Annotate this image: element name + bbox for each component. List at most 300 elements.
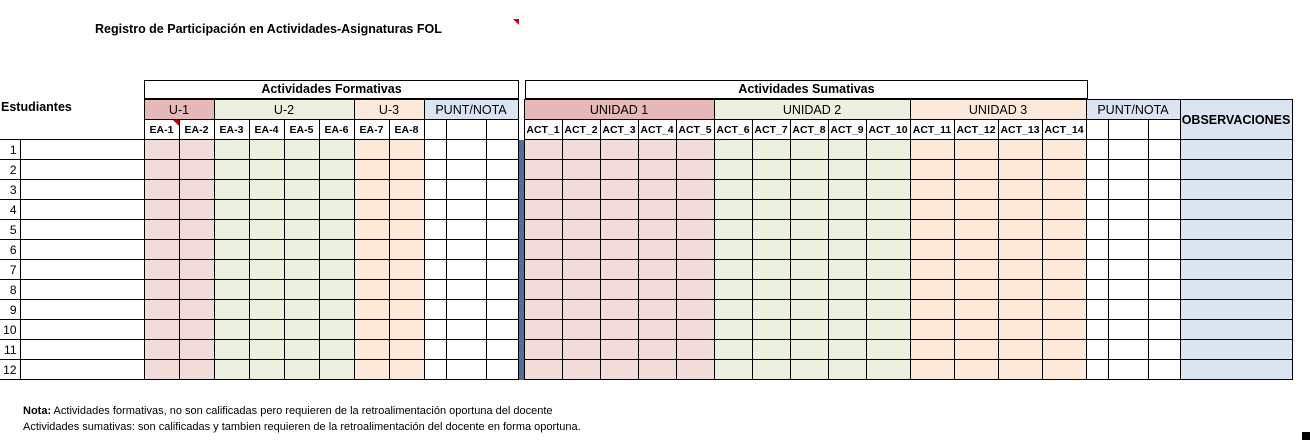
grade-cell[interactable] xyxy=(866,180,910,200)
grade-cell[interactable] xyxy=(179,160,214,180)
grade-cell[interactable] xyxy=(144,200,179,220)
grade-cell[interactable] xyxy=(389,200,424,220)
grade-cell[interactable] xyxy=(828,180,866,200)
grade-cell[interactable] xyxy=(954,180,998,200)
grade-cell[interactable] xyxy=(828,360,866,380)
student-name-cell[interactable] xyxy=(20,140,144,160)
observation-cell[interactable] xyxy=(1180,180,1292,200)
grade-cell[interactable] xyxy=(144,320,179,340)
observation-cell[interactable] xyxy=(1180,320,1292,340)
grade-cell[interactable] xyxy=(424,160,446,180)
grade-cell[interactable] xyxy=(1148,200,1180,220)
grade-cell[interactable] xyxy=(562,320,600,340)
grade-cell[interactable] xyxy=(910,160,954,180)
grade-cell[interactable] xyxy=(790,240,828,260)
grade-cell[interactable] xyxy=(600,320,638,340)
student-name-cell[interactable] xyxy=(20,220,144,240)
grade-cell[interactable] xyxy=(486,240,518,260)
grade-cell[interactable] xyxy=(828,320,866,340)
grade-cell[interactable] xyxy=(214,360,249,380)
grade-cell[interactable] xyxy=(486,360,518,380)
grade-cell[interactable] xyxy=(1148,220,1180,240)
grade-cell[interactable] xyxy=(486,340,518,360)
grade-cell[interactable] xyxy=(1042,240,1086,260)
grade-cell[interactable] xyxy=(1108,340,1148,360)
grade-cell[interactable] xyxy=(249,320,284,340)
grade-cell[interactable] xyxy=(284,320,319,340)
grade-cell[interactable] xyxy=(638,360,676,380)
grade-cell[interactable] xyxy=(954,200,998,220)
grade-cell[interactable] xyxy=(1108,220,1148,240)
grade-cell[interactable] xyxy=(214,200,249,220)
grade-cell[interactable] xyxy=(249,240,284,260)
grade-cell[interactable] xyxy=(486,300,518,320)
grade-cell[interactable] xyxy=(1086,240,1108,260)
grade-cell[interactable] xyxy=(446,340,486,360)
grade-cell[interactable] xyxy=(319,200,354,220)
grade-cell[interactable] xyxy=(179,240,214,260)
grade-cell[interactable] xyxy=(998,280,1042,300)
student-name-cell[interactable] xyxy=(20,340,144,360)
grade-cell[interactable] xyxy=(714,220,752,240)
grade-cell[interactable] xyxy=(424,140,446,160)
grade-cell[interactable] xyxy=(866,280,910,300)
grade-cell[interactable] xyxy=(389,320,424,340)
grade-cell[interactable] xyxy=(790,140,828,160)
grade-cell[interactable] xyxy=(790,360,828,380)
grade-cell[interactable] xyxy=(714,340,752,360)
grade-cell[interactable] xyxy=(389,220,424,240)
grade-cell[interactable] xyxy=(866,340,910,360)
grade-cell[interactable] xyxy=(866,220,910,240)
grade-cell[interactable] xyxy=(714,140,752,160)
grade-cell[interactable] xyxy=(1148,260,1180,280)
grade-cell[interactable] xyxy=(1108,360,1148,380)
grade-cell[interactable] xyxy=(638,260,676,280)
grade-cell[interactable] xyxy=(752,320,790,340)
grade-cell[interactable] xyxy=(714,300,752,320)
grade-cell[interactable] xyxy=(714,260,752,280)
grade-cell[interactable] xyxy=(214,340,249,360)
grade-cell[interactable] xyxy=(389,300,424,320)
grade-cell[interactable] xyxy=(828,300,866,320)
grade-cell[interactable] xyxy=(424,180,446,200)
grade-cell[interactable] xyxy=(249,260,284,280)
grade-cell[interactable] xyxy=(486,260,518,280)
grade-cell[interactable] xyxy=(954,360,998,380)
grade-cell[interactable] xyxy=(1086,160,1108,180)
grade-cell[interactable] xyxy=(1086,340,1108,360)
observation-cell[interactable] xyxy=(1180,240,1292,260)
grade-cell[interactable] xyxy=(790,320,828,340)
grade-cell[interactable] xyxy=(354,300,389,320)
grade-cell[interactable] xyxy=(562,300,600,320)
grade-cell[interactable] xyxy=(714,360,752,380)
grade-cell[interactable] xyxy=(319,140,354,160)
grade-cell[interactable] xyxy=(1108,260,1148,280)
grade-cell[interactable] xyxy=(446,360,486,380)
grade-cell[interactable] xyxy=(910,320,954,340)
grade-cell[interactable] xyxy=(446,140,486,160)
observation-cell[interactable] xyxy=(1180,280,1292,300)
grade-cell[interactable] xyxy=(1148,340,1180,360)
grade-cell[interactable] xyxy=(1148,180,1180,200)
grade-cell[interactable] xyxy=(389,260,424,280)
grade-cell[interactable] xyxy=(354,200,389,220)
grade-cell[interactable] xyxy=(284,160,319,180)
grade-cell[interactable] xyxy=(562,360,600,380)
grade-cell[interactable] xyxy=(1042,260,1086,280)
grade-cell[interactable] xyxy=(249,280,284,300)
grade-cell[interactable] xyxy=(486,280,518,300)
grade-cell[interactable] xyxy=(1148,160,1180,180)
grade-cell[interactable] xyxy=(1086,200,1108,220)
grade-cell[interactable] xyxy=(714,240,752,260)
grade-cell[interactable] xyxy=(790,260,828,280)
grade-cell[interactable] xyxy=(1086,260,1108,280)
grade-cell[interactable] xyxy=(866,300,910,320)
grade-cell[interactable] xyxy=(828,280,866,300)
grade-cell[interactable] xyxy=(424,240,446,260)
grade-cell[interactable] xyxy=(249,200,284,220)
grade-cell[interactable] xyxy=(790,280,828,300)
grade-cell[interactable] xyxy=(910,220,954,240)
grade-cell[interactable] xyxy=(389,140,424,160)
grade-cell[interactable] xyxy=(600,140,638,160)
grade-cell[interactable] xyxy=(214,160,249,180)
grade-cell[interactable] xyxy=(954,320,998,340)
grade-cell[interactable] xyxy=(319,360,354,380)
grade-cell[interactable] xyxy=(998,320,1042,340)
grade-cell[interactable] xyxy=(424,360,446,380)
grade-cell[interactable] xyxy=(446,260,486,280)
grade-cell[interactable] xyxy=(179,140,214,160)
grade-cell[interactable] xyxy=(144,240,179,260)
grade-cell[interactable] xyxy=(319,160,354,180)
grade-cell[interactable] xyxy=(524,220,562,240)
grade-cell[interactable] xyxy=(562,280,600,300)
grade-cell[interactable] xyxy=(1148,360,1180,380)
grade-cell[interactable] xyxy=(284,300,319,320)
grade-cell[interactable] xyxy=(424,320,446,340)
grade-cell[interactable] xyxy=(486,200,518,220)
grade-cell[interactable] xyxy=(676,240,714,260)
grade-cell[interactable] xyxy=(389,160,424,180)
grade-cell[interactable] xyxy=(828,240,866,260)
grade-cell[interactable] xyxy=(600,180,638,200)
grade-cell[interactable] xyxy=(638,280,676,300)
grade-cell[interactable] xyxy=(179,360,214,380)
grade-cell[interactable] xyxy=(446,240,486,260)
grade-cell[interactable] xyxy=(676,360,714,380)
grade-cell[interactable] xyxy=(1042,360,1086,380)
grade-cell[interactable] xyxy=(676,200,714,220)
grade-cell[interactable] xyxy=(714,200,752,220)
grade-cell[interactable] xyxy=(446,180,486,200)
grade-cell[interactable] xyxy=(1086,360,1108,380)
grade-cell[interactable] xyxy=(424,260,446,280)
grade-cell[interactable] xyxy=(1108,240,1148,260)
grade-cell[interactable] xyxy=(1086,300,1108,320)
grade-cell[interactable] xyxy=(562,200,600,220)
grade-cell[interactable] xyxy=(638,320,676,340)
grade-cell[interactable] xyxy=(562,240,600,260)
grade-cell[interactable] xyxy=(354,360,389,380)
grade-cell[interactable] xyxy=(446,160,486,180)
grade-cell[interactable] xyxy=(1108,160,1148,180)
grade-cell[interactable] xyxy=(866,160,910,180)
student-name-cell[interactable] xyxy=(20,360,144,380)
grade-cell[interactable] xyxy=(446,300,486,320)
grade-cell[interactable] xyxy=(998,340,1042,360)
grade-cell[interactable] xyxy=(866,360,910,380)
grade-cell[interactable] xyxy=(638,220,676,240)
grade-cell[interactable] xyxy=(354,320,389,340)
grade-cell[interactable] xyxy=(600,340,638,360)
grade-cell[interactable] xyxy=(790,340,828,360)
grade-cell[interactable] xyxy=(249,140,284,160)
grade-cell[interactable] xyxy=(249,360,284,380)
grade-cell[interactable] xyxy=(1042,300,1086,320)
grade-cell[interactable] xyxy=(1108,300,1148,320)
grade-cell[interactable] xyxy=(998,160,1042,180)
grade-cell[interactable] xyxy=(954,340,998,360)
grade-cell[interactable] xyxy=(354,340,389,360)
grade-cell[interactable] xyxy=(389,360,424,380)
grade-cell[interactable] xyxy=(144,220,179,240)
grade-cell[interactable] xyxy=(998,140,1042,160)
grade-cell[interactable] xyxy=(249,340,284,360)
grade-cell[interactable] xyxy=(354,280,389,300)
grade-cell[interactable] xyxy=(284,260,319,280)
grade-cell[interactable] xyxy=(676,220,714,240)
grade-cell[interactable] xyxy=(638,140,676,160)
grade-cell[interactable] xyxy=(249,220,284,240)
grade-cell[interactable] xyxy=(562,340,600,360)
grade-cell[interactable] xyxy=(714,180,752,200)
grade-cell[interactable] xyxy=(524,360,562,380)
grade-cell[interactable] xyxy=(910,340,954,360)
grade-cell[interactable] xyxy=(524,160,562,180)
grade-cell[interactable] xyxy=(954,240,998,260)
grade-cell[interactable] xyxy=(1086,320,1108,340)
grade-cell[interactable] xyxy=(954,220,998,240)
grade-cell[interactable] xyxy=(284,220,319,240)
grade-cell[interactable] xyxy=(828,220,866,240)
grade-cell[interactable] xyxy=(214,300,249,320)
grade-cell[interactable] xyxy=(676,300,714,320)
grade-cell[interactable] xyxy=(486,160,518,180)
grade-cell[interactable] xyxy=(954,160,998,180)
grade-cell[interactable] xyxy=(284,340,319,360)
grade-cell[interactable] xyxy=(249,180,284,200)
student-name-cell[interactable] xyxy=(20,240,144,260)
grade-cell[interactable] xyxy=(446,320,486,340)
grade-cell[interactable] xyxy=(319,240,354,260)
grade-cell[interactable] xyxy=(752,240,790,260)
grade-cell[interactable] xyxy=(319,300,354,320)
grade-cell[interactable] xyxy=(790,160,828,180)
student-name-cell[interactable] xyxy=(20,320,144,340)
grade-cell[interactable] xyxy=(1086,180,1108,200)
grade-cell[interactable] xyxy=(752,260,790,280)
grade-cell[interactable] xyxy=(954,280,998,300)
grade-cell[interactable] xyxy=(144,180,179,200)
grade-cell[interactable] xyxy=(1042,280,1086,300)
grade-cell[interactable] xyxy=(486,180,518,200)
grade-cell[interactable] xyxy=(1108,200,1148,220)
grade-cell[interactable] xyxy=(524,320,562,340)
grade-cell[interactable] xyxy=(638,180,676,200)
student-name-cell[interactable] xyxy=(20,160,144,180)
grade-cell[interactable] xyxy=(1148,140,1180,160)
grade-cell[interactable] xyxy=(1148,300,1180,320)
grade-cell[interactable] xyxy=(910,260,954,280)
grade-cell[interactable] xyxy=(1086,280,1108,300)
grade-cell[interactable] xyxy=(144,260,179,280)
grade-cell[interactable] xyxy=(676,260,714,280)
grade-cell[interactable] xyxy=(144,280,179,300)
grade-cell[interactable] xyxy=(284,140,319,160)
observation-cell[interactable] xyxy=(1180,300,1292,320)
grade-cell[interactable] xyxy=(1086,220,1108,240)
grade-cell[interactable] xyxy=(910,360,954,380)
grade-cell[interactable] xyxy=(179,320,214,340)
grade-cell[interactable] xyxy=(676,160,714,180)
observation-cell[interactable] xyxy=(1180,220,1292,240)
grade-cell[interactable] xyxy=(910,140,954,160)
grade-cell[interactable] xyxy=(319,180,354,200)
grade-cell[interactable] xyxy=(144,340,179,360)
grade-cell[interactable] xyxy=(424,280,446,300)
grade-cell[interactable] xyxy=(910,280,954,300)
grade-cell[interactable] xyxy=(600,260,638,280)
grade-cell[interactable] xyxy=(354,220,389,240)
grade-cell[interactable] xyxy=(866,140,910,160)
grade-cell[interactable] xyxy=(752,340,790,360)
grade-cell[interactable] xyxy=(524,260,562,280)
grade-cell[interactable] xyxy=(638,300,676,320)
grade-cell[interactable] xyxy=(284,240,319,260)
grade-cell[interactable] xyxy=(424,200,446,220)
grade-cell[interactable] xyxy=(1148,320,1180,340)
grade-cell[interactable] xyxy=(284,280,319,300)
grade-cell[interactable] xyxy=(1042,160,1086,180)
grade-cell[interactable] xyxy=(600,360,638,380)
grade-cell[interactable] xyxy=(249,160,284,180)
grade-cell[interactable] xyxy=(600,300,638,320)
grade-cell[interactable] xyxy=(998,300,1042,320)
grade-cell[interactable] xyxy=(866,320,910,340)
grade-cell[interactable] xyxy=(179,300,214,320)
grade-cell[interactable] xyxy=(600,280,638,300)
student-name-cell[interactable] xyxy=(20,260,144,280)
grade-cell[interactable] xyxy=(486,220,518,240)
grade-cell[interactable] xyxy=(389,240,424,260)
grade-cell[interactable] xyxy=(954,140,998,160)
grade-cell[interactable] xyxy=(998,200,1042,220)
grade-cell[interactable] xyxy=(1108,140,1148,160)
grade-cell[interactable] xyxy=(144,360,179,380)
grade-cell[interactable] xyxy=(866,240,910,260)
grade-cell[interactable] xyxy=(910,300,954,320)
grade-cell[interactable] xyxy=(214,180,249,200)
grade-cell[interactable] xyxy=(752,140,790,160)
grade-cell[interactable] xyxy=(676,280,714,300)
grade-cell[interactable] xyxy=(638,240,676,260)
grade-cell[interactable] xyxy=(354,160,389,180)
observation-cell[interactable] xyxy=(1180,140,1292,160)
grade-cell[interactable] xyxy=(714,160,752,180)
grade-cell[interactable] xyxy=(524,280,562,300)
grade-cell[interactable] xyxy=(600,240,638,260)
grade-cell[interactable] xyxy=(144,160,179,180)
grade-cell[interactable] xyxy=(179,180,214,200)
grade-cell[interactable] xyxy=(752,280,790,300)
grade-cell[interactable] xyxy=(319,280,354,300)
grade-cell[interactable] xyxy=(752,200,790,220)
observation-cell[interactable] xyxy=(1180,200,1292,220)
grade-cell[interactable] xyxy=(319,220,354,240)
observation-cell[interactable] xyxy=(1180,260,1292,280)
grade-cell[interactable] xyxy=(249,300,284,320)
grade-cell[interactable] xyxy=(144,140,179,160)
grade-cell[interactable] xyxy=(446,200,486,220)
grade-cell[interactable] xyxy=(446,280,486,300)
grade-cell[interactable] xyxy=(562,220,600,240)
grade-cell[interactable] xyxy=(389,340,424,360)
grade-cell[interactable] xyxy=(1042,220,1086,240)
observation-cell[interactable] xyxy=(1180,360,1292,380)
grade-cell[interactable] xyxy=(752,180,790,200)
grade-cell[interactable] xyxy=(354,240,389,260)
grade-cell[interactable] xyxy=(1042,200,1086,220)
grade-cell[interactable] xyxy=(714,320,752,340)
grade-cell[interactable] xyxy=(752,360,790,380)
grade-cell[interactable] xyxy=(790,180,828,200)
grade-cell[interactable] xyxy=(954,260,998,280)
grade-cell[interactable] xyxy=(866,260,910,280)
grade-cell[interactable] xyxy=(998,260,1042,280)
student-name-cell[interactable] xyxy=(20,180,144,200)
grade-cell[interactable] xyxy=(954,300,998,320)
grade-cell[interactable] xyxy=(284,200,319,220)
grade-cell[interactable] xyxy=(524,300,562,320)
grade-cell[interactable] xyxy=(319,260,354,280)
grade-cell[interactable] xyxy=(998,360,1042,380)
grade-cell[interactable] xyxy=(828,260,866,280)
grade-cell[interactable] xyxy=(144,300,179,320)
grade-cell[interactable] xyxy=(676,320,714,340)
grade-cell[interactable] xyxy=(600,200,638,220)
grade-cell[interactable] xyxy=(1148,280,1180,300)
grade-cell[interactable] xyxy=(214,320,249,340)
grade-cell[interactable] xyxy=(910,240,954,260)
grade-cell[interactable] xyxy=(424,340,446,360)
student-name-cell[interactable] xyxy=(20,280,144,300)
grade-cell[interactable] xyxy=(910,180,954,200)
grade-cell[interactable] xyxy=(752,220,790,240)
grade-cell[interactable] xyxy=(214,220,249,240)
grade-cell[interactable] xyxy=(179,340,214,360)
grade-cell[interactable] xyxy=(828,340,866,360)
grade-cell[interactable] xyxy=(214,260,249,280)
grade-cell[interactable] xyxy=(1108,180,1148,200)
grade-cell[interactable] xyxy=(828,140,866,160)
grade-cell[interactable] xyxy=(600,220,638,240)
grade-cell[interactable] xyxy=(676,340,714,360)
grade-cell[interactable] xyxy=(714,280,752,300)
